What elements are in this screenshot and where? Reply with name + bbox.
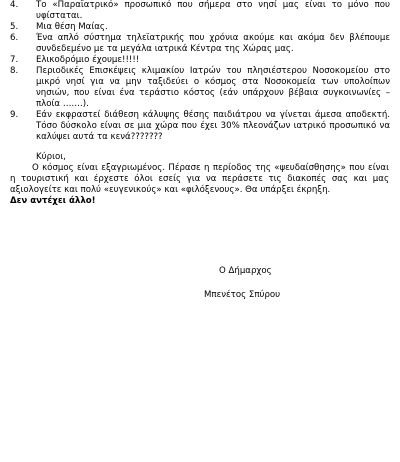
list-item-number: 6. bbox=[10, 33, 19, 43]
list-item-9 bbox=[10, 110, 390, 143]
list-item-text: Το «Παραϊατρικό» προσωπικό που σήμερα στο νησί μας είναι το μόνο που υφίσταται. bbox=[36, 0, 390, 21]
list-item-text: Περιοδικές Επισκέψεις κλιμακίου Ιατρών του πλησιέστερου Νοσοκομείου στο μικρό νησί για να μην ταξιδεύει ο κόσμος στα Νοσοκομεία των υπολοίπων νησιών, που είναι ένα τεράστιο κόστος (εάν υπάρχουν βέβαια συγκοινωνίες – πλοία …….). bbox=[36, 66, 390, 109]
signature-title: Ο Δήμαρχος bbox=[219, 266, 272, 276]
list-item-7 bbox=[10, 55, 390, 66]
list-item-number: 9. bbox=[10, 110, 19, 120]
list-item-5 bbox=[10, 22, 390, 33]
list-item-text: Ελικοδρόμιο έχουμε!!!!! bbox=[36, 55, 140, 65]
list-item-text: Εάν εκφραστεί διάθεση κάλυψης θέσης παιδιάτρου να γίνεται άμεσα αποδεκτή. Τόσο δύσκολο είναι σε μια χώρα που έχει 30% πλεονάζων ιατρικό προσωπικό να καλύψει αυτά τα κενά??????? bbox=[36, 110, 390, 142]
list-item-number: 5. bbox=[10, 22, 19, 32]
closing-bold-line: Δεν αντέχει άλλο! bbox=[10, 196, 96, 206]
list-item-number: 8. bbox=[10, 66, 19, 76]
signature-name: Μπενέτος Σπύρου bbox=[204, 290, 281, 300]
list-item-8 bbox=[10, 66, 390, 110]
list-item-6 bbox=[10, 33, 390, 55]
list-item-number: 4. bbox=[10, 0, 19, 10]
salutation: Κύριοι, bbox=[36, 152, 66, 162]
closing-paragraph: Ο κόσμος είναι εξαγριωμένος. Πέρασε η περίοδος της «ψευδαίσθησης» που είναι η τουριστική και έρχεστε όλοι εσείς για να περάσετε τις διακοπές σας και μας αξιολογείτε και πολύ «ευγενικούς» και «φιλόξενους». Θα υπάρξει έκρηξη. bbox=[10, 163, 389, 195]
list-item-number: 7. bbox=[10, 55, 19, 65]
list-item-text: Μια θέση Μαίας. bbox=[36, 22, 108, 32]
closing-section bbox=[10, 152, 389, 207]
list-item-4 bbox=[10, 0, 390, 22]
demands-list bbox=[10, 0, 390, 143]
list-item-text: Ένα απλό σύστημα τηλεϊατρικής που χρόνια ακούμε και ακόμα δεν βλέπουμε συνδεδεμένο με τα μεγάλα ιατρικά Κέντρα της Χώρας μας. bbox=[36, 33, 390, 54]
